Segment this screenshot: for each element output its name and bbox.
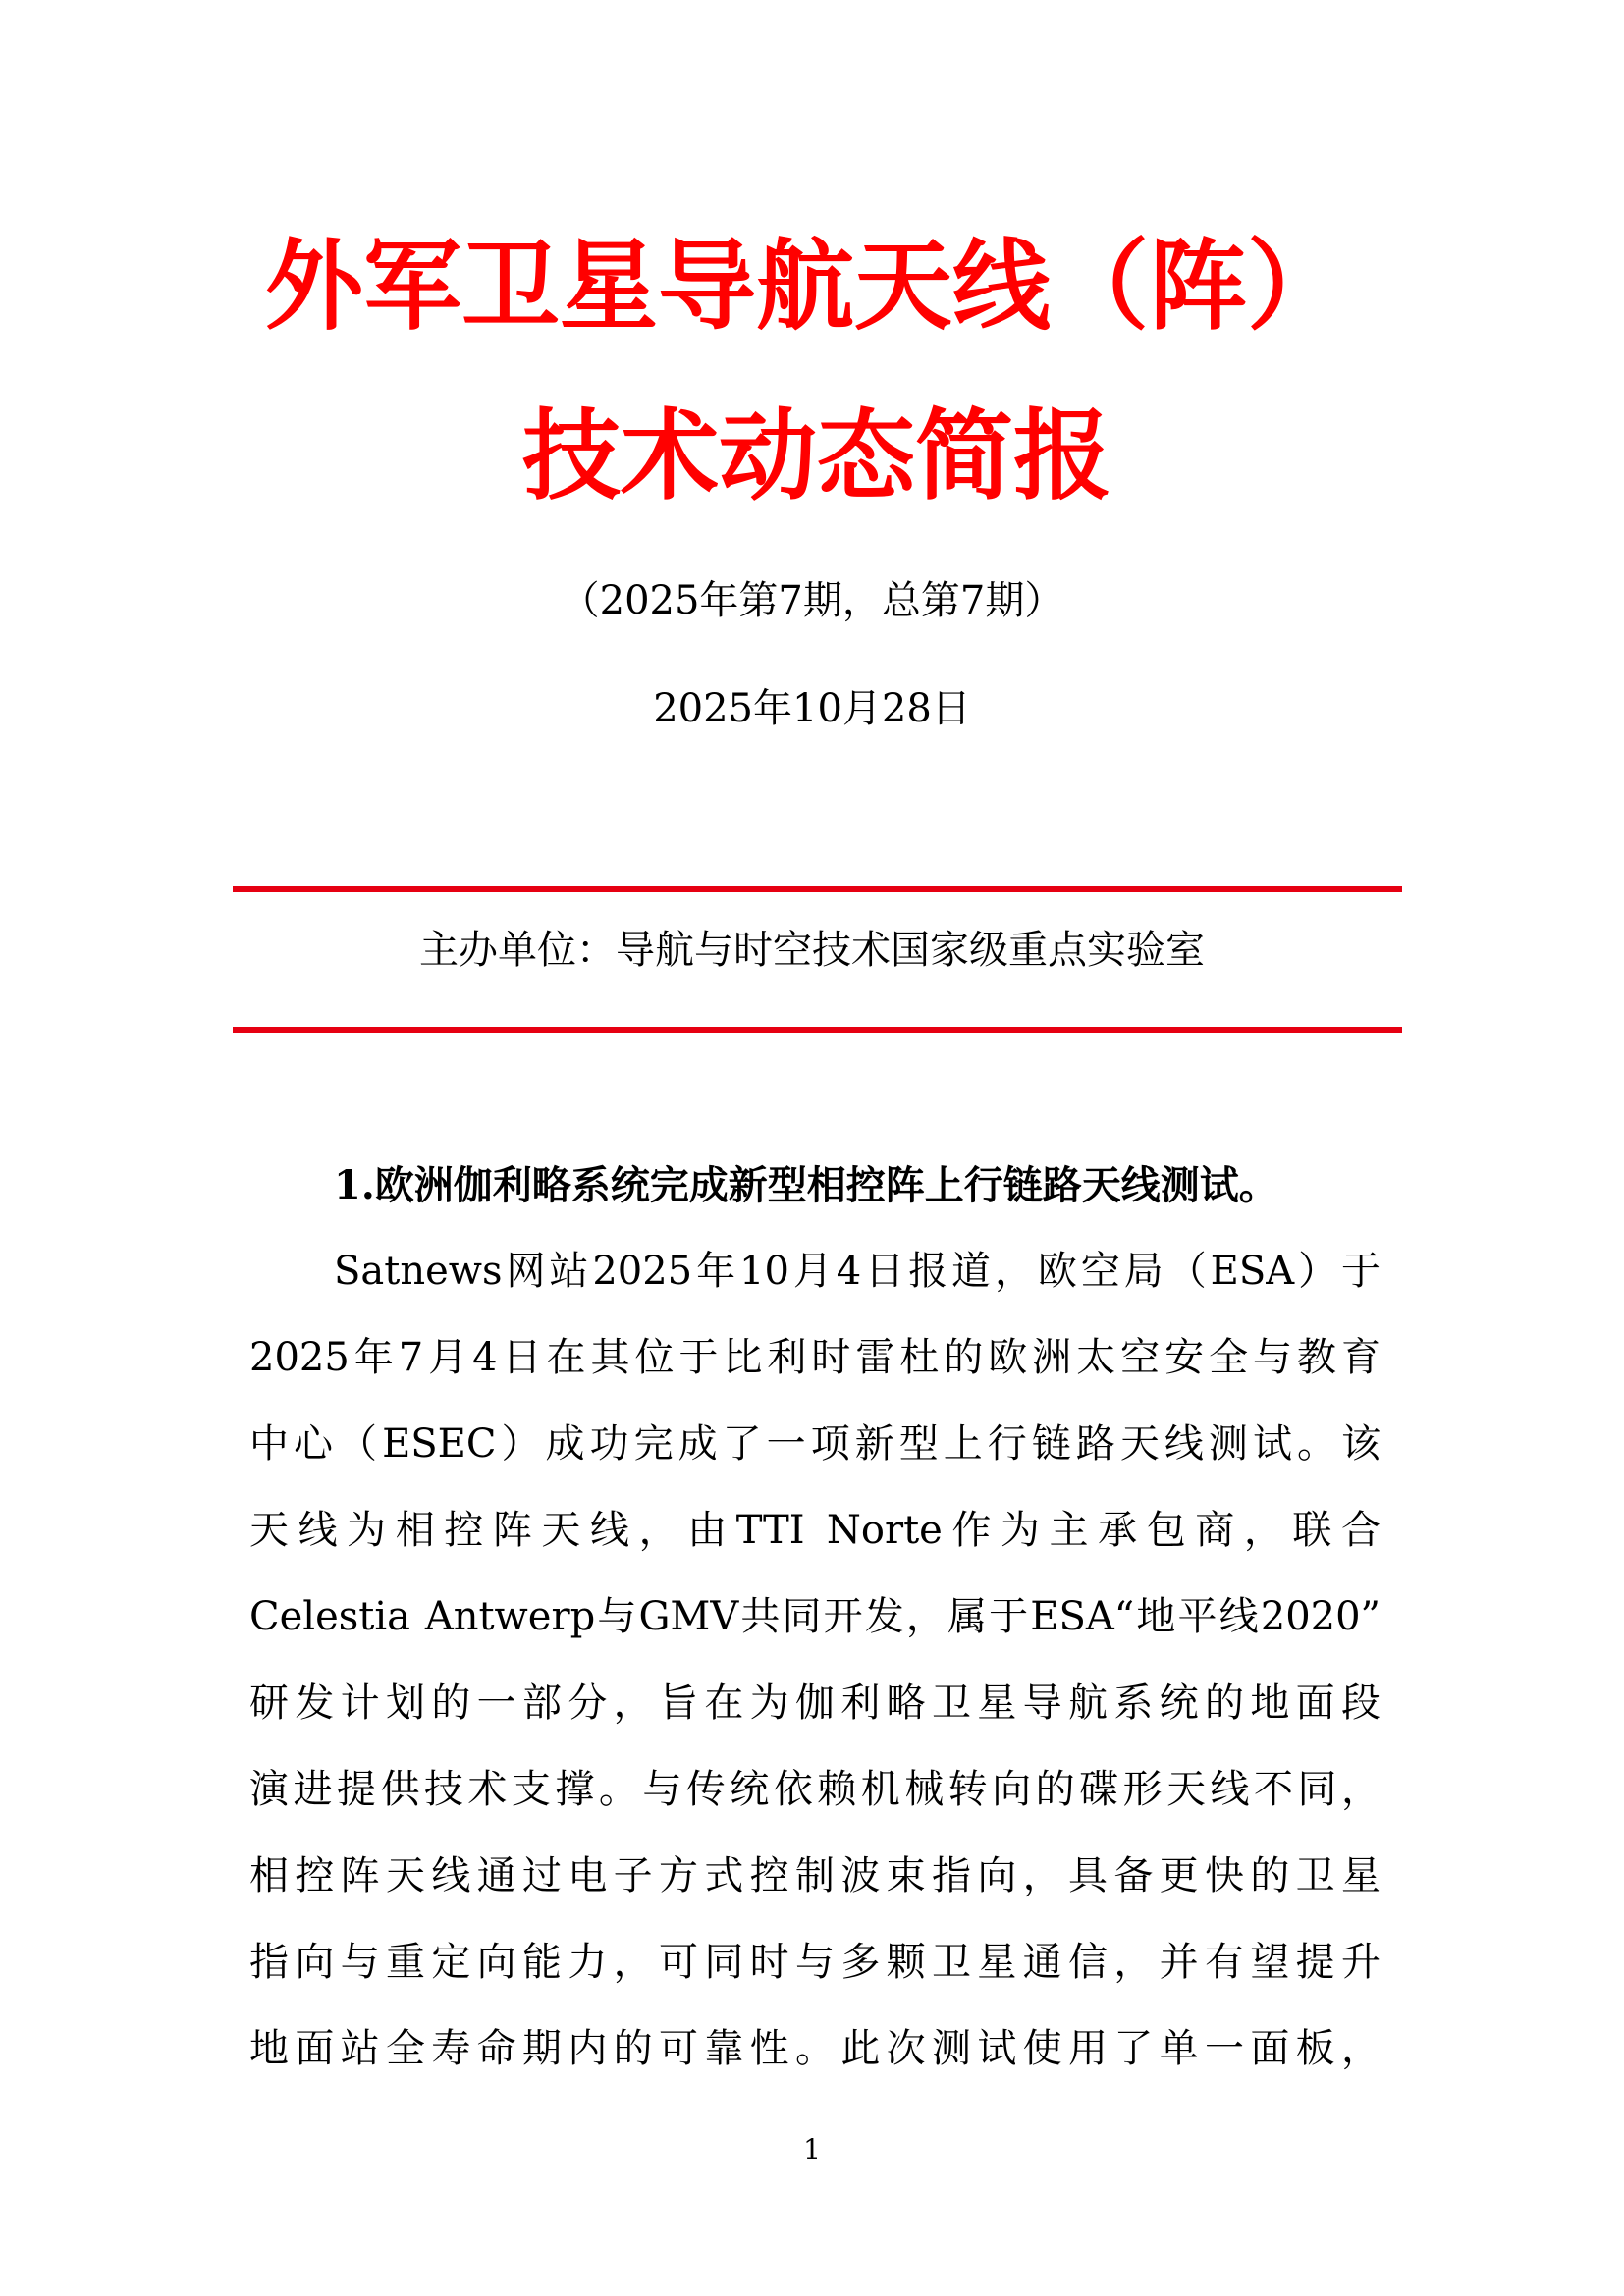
top-divider	[233, 886, 1402, 892]
paragraph-line: 演进提供技术支撑。与传统依赖机械转向的碟形天线不同，	[249, 1767, 1380, 1812]
paragraph-line: 相控阵天线通过电子方式控制波束指向，具备更快的卫星	[249, 1853, 1380, 1898]
publish-date: 2025年10月28日	[653, 686, 971, 731]
title-line-2: 技术动态简报	[522, 399, 1111, 513]
paragraph-line: 2025年7月4日在其位于比利时雷杜的欧洲太空安全与教育	[249, 1335, 1380, 1380]
page-number: 1	[803, 2133, 821, 2165]
paragraph-line: 天线为相控阵天线，由TTI Norte作为主承包商，联合	[249, 1508, 1380, 1553]
paragraph-line: Satnews网站2025年10月4日报道，欧空局（ESA）于	[334, 1249, 1380, 1294]
article-heading: 1.欧洲伽利略系统完成新型相控阵上行链路天线测试。	[334, 1162, 1278, 1208]
bottom-divider	[233, 1027, 1402, 1033]
paragraph-line: 研发计划的一部分，旨在为伽利略卫星导航系统的地面段	[249, 1681, 1380, 1726]
paragraph-line: 指向与重定向能力，可同时与多颗卫星通信，并有望提升	[249, 1940, 1380, 1985]
organizer-line: 主办单位：导航与时空技术国家级重点实验室	[419, 928, 1205, 973]
paragraph-line: 中心（ESEC）成功完成了一项新型上行链路天线测试。该	[249, 1421, 1380, 1467]
title-line-1: 外军卫星导航天线（阵）	[265, 229, 1345, 344]
paragraph-line: 地面站全寿命期内的可靠性。此次测试使用了单一面板，	[249, 2026, 1380, 2071]
issue-number: （2025年第7期，总第7期）	[560, 578, 1064, 623]
paragraph-line: Celestia Antwerp与GMV共同开发，属于ESA“地平线2020”	[249, 1594, 1380, 1639]
